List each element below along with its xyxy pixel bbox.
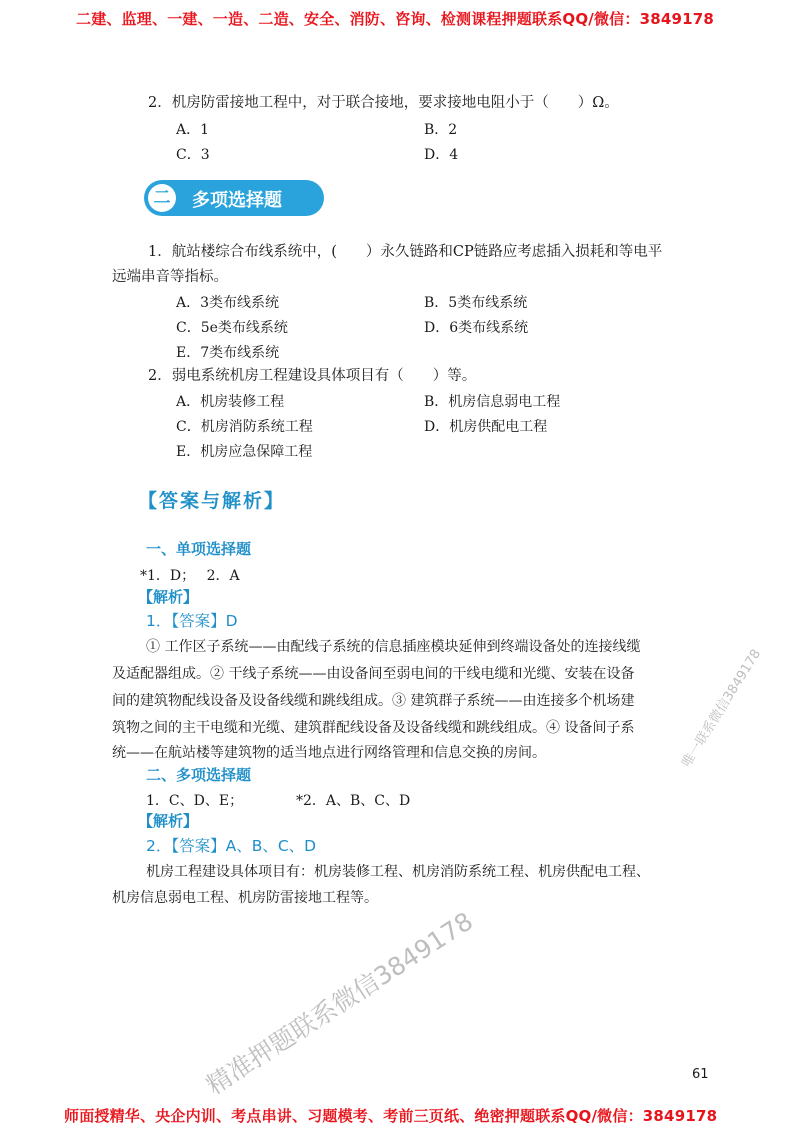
explanation-line: 间的建筑物配线设备及设备线缆和跳线组成。③ 建筑群子系统——由连接多个机场建 bbox=[112, 693, 635, 709]
top-banner: 二建、监理、一建、一造、二造、安全、消防、咨询、检测课程押题联系QQ/微信：3849178 bbox=[76, 10, 715, 28]
answer-key-line: *2．A、B、C、D bbox=[296, 793, 411, 809]
question-stem: 2．机房防雷接地工程中，对于联合接地，要求接地电阻小于（ ）Ω。 bbox=[148, 95, 619, 111]
option-e: E．机房应急保障工程 bbox=[176, 444, 313, 460]
answers-heading: 【答案与解析】 bbox=[138, 490, 286, 512]
answer-heading: 2．【答案】A、B、C、D bbox=[146, 837, 317, 855]
analysis-label: 【解析】 bbox=[138, 812, 199, 830]
question-stem: 2．弱电系统机房工程建设具体项目有（ ）等。 bbox=[148, 368, 477, 384]
explanation-line: 机房信息弱电工程、机房防雷接地工程等。 bbox=[112, 890, 378, 906]
option-e: E．7类布线系统 bbox=[176, 345, 280, 361]
option-d: D．机房供配电工程 bbox=[424, 419, 548, 435]
question-stem-continued: 远端串音等指标。 bbox=[112, 269, 228, 285]
option-b: B．机房信息弱电工程 bbox=[424, 394, 561, 410]
watermark-side: 唯一联系微信3849178 bbox=[679, 646, 765, 771]
answer-heading: 1．【答案】D bbox=[146, 612, 238, 630]
section-title: 多项选择题 bbox=[192, 190, 282, 211]
option-b: B．5类布线系统 bbox=[424, 295, 528, 311]
answer-key-line: *1．D； 2．A bbox=[140, 568, 240, 584]
explanation-line: 机房工程建设具体项目有：机房装修工程、机房消防系统工程、机房供配电工程、 bbox=[146, 864, 650, 880]
subsection-heading-multi: 二、多项选择题 bbox=[146, 766, 252, 784]
option-c: C．3 bbox=[176, 147, 210, 163]
option-d: D．6类布线系统 bbox=[424, 320, 529, 336]
option-c: C．机房消防系统工程 bbox=[176, 419, 313, 435]
answer-key-line: 1．C、D、E； bbox=[146, 793, 244, 809]
option-a: A．3类布线系统 bbox=[176, 295, 280, 311]
watermark-center: 精准押题联系微信3849178 bbox=[201, 906, 479, 1101]
section-heading-multi bbox=[144, 180, 324, 216]
bottom-banner: 师面授精华、央企内训、考点串讲、习题模考、考前三页纸、绝密押题联系QQ/微信：3849178 bbox=[64, 1107, 718, 1125]
option-d: D．4 bbox=[424, 147, 459, 163]
explanation-line: 筑物之间的主干电缆和光缆、建筑群配线设备及设备线缆和跳线组成。④ 设备间子系 bbox=[112, 720, 635, 736]
option-a: A．1 bbox=[176, 122, 210, 138]
analysis-label: 【解析】 bbox=[138, 588, 199, 606]
subsection-heading-single: 一、单项选择题 bbox=[146, 540, 252, 558]
explanation-line: 统——在航站楼等建筑物的适当地点进行网络管理和信息交换的房间。 bbox=[112, 745, 546, 761]
option-b: B．2 bbox=[424, 122, 458, 138]
option-a: A．机房装修工程 bbox=[176, 394, 285, 410]
explanation-line: ① 工作区子系统——由配线子系统的信息插座模块延伸到终端设备处的连接线缆 bbox=[146, 639, 641, 655]
section-number-badge: 二 bbox=[148, 184, 176, 212]
question-stem: 1．航站楼综合布线系统中，( ）永久链路和CP链路应考虑插入损耗和等电平 bbox=[148, 244, 663, 260]
explanation-line: 及适配器组成。② 干线子系统——由设备间至弱电间的干线电缆和光缆、安装在设备 bbox=[112, 666, 635, 682]
option-c: C．5e类布线系统 bbox=[176, 320, 288, 336]
page-number: 61 bbox=[692, 1067, 709, 1082]
